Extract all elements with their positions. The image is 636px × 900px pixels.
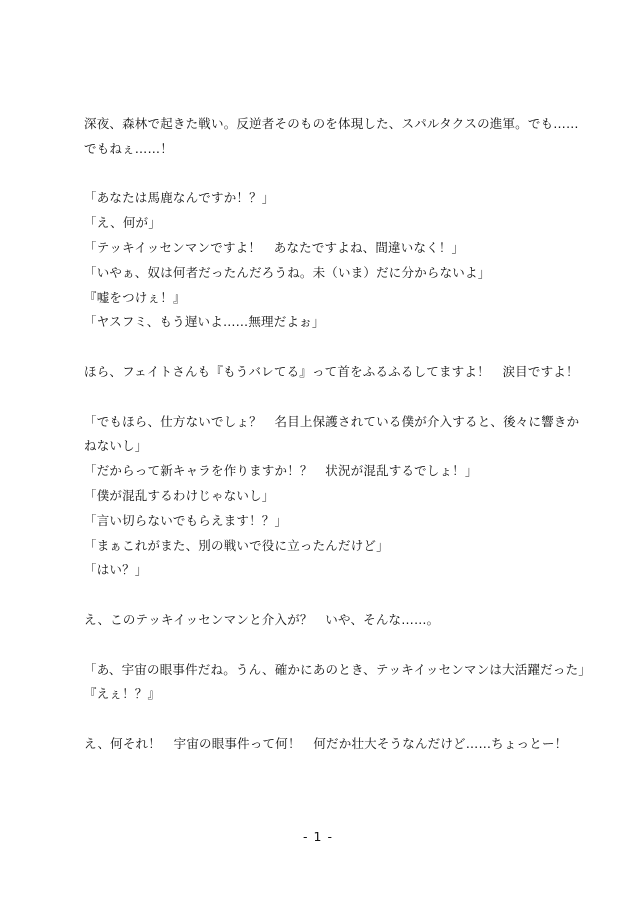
text-line: でもねぇ……！	[84, 140, 173, 156]
blank-line	[84, 385, 564, 410]
page-number: - 1 -	[303, 829, 333, 844]
blank-line	[84, 162, 564, 187]
text-line: 「僕が混乱するわけじゃないし」	[84, 487, 275, 503]
text-line: 「まぁこれがまた、別の戦いで役に立ったんだけど」	[84, 537, 389, 553]
text-line: え、何それ！ 宇宙の眼事件って何！ 何だか壮大そうなんだけど……ちょっとー！	[84, 735, 568, 751]
text-line: 「あなたは馬鹿なんですか！？」	[84, 190, 275, 206]
blank-line	[84, 707, 564, 732]
body-text	[84, 112, 592, 757]
text-line: 深夜、森林で起きた戦い。反逆者そのものを体現した、スパルタクスの進軍。でも……	[84, 116, 579, 131]
text-line: 「あ、宇宙の眼事件だね。うん、確かにあのとき、テッキイッセンマンは大活躍だった」	[84, 661, 592, 677]
text-line: 「だからって新キャラを作りますか！？ 状況が混乱するでしょ！」	[84, 463, 478, 479]
text-line: 「テッキイッセンマンですよ！ あなたですよね、間違いなく！」	[84, 239, 465, 255]
text-line: 『嘘をつけぇ！』	[84, 289, 186, 305]
text-line: 『えぇ！？』	[84, 686, 161, 702]
blank-line	[84, 633, 564, 658]
text-line: ほら、フェイトさんも『もうバレてる』って首をふるふるしてますよ！ 涙目ですよ！	[84, 363, 579, 379]
text-line: 「ヤスフミ、もう遅いよ……無理だよぉ」	[84, 314, 325, 330]
text-line: 「言い切らないでもらえます！？」	[84, 512, 288, 528]
blank-line	[84, 583, 564, 608]
text-line: 「いやぁ、奴は何者だったんだろうね。未（いま）だに分からないよ」	[84, 264, 491, 280]
text-line: え、このテッキイッセンマンと介入が？ いや、そんな……。	[84, 611, 440, 627]
text-line: 「でもほら、仕方ないでしょ？ 名目上保護されている僕が介入すると、後々に響きか	[84, 413, 580, 429]
blank-line	[84, 335, 564, 360]
text-line: ねないし」	[84, 438, 148, 454]
text-line: 「はい？」	[84, 562, 148, 578]
text-line: 「え、何が」	[84, 215, 161, 231]
